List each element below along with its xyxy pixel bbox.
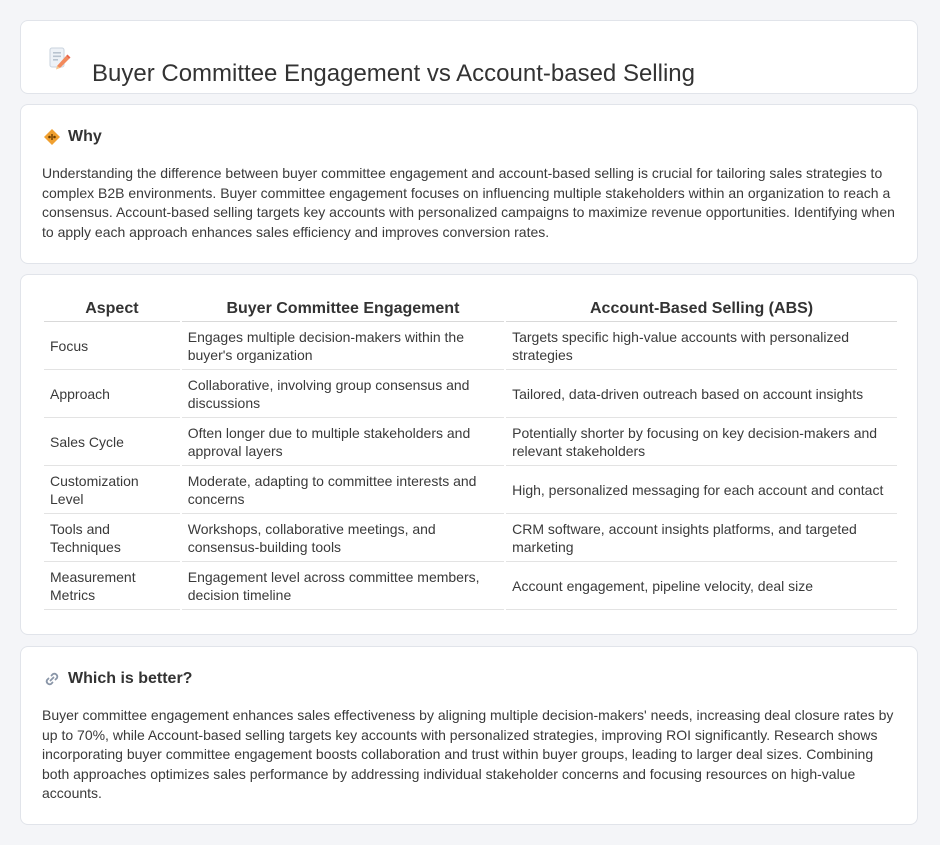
why-heading: Why	[68, 128, 102, 145]
aspect-cell: Focus	[44, 322, 180, 370]
table-row	[44, 322, 897, 370]
buyer-committee-cell: Engagement level across committee members, decision timeline	[182, 562, 504, 610]
table-row	[44, 370, 897, 418]
better-text: Buyer committee engagement enhances sales effectiveness by aligning multiple decision-makers' needs, increasing deal closure rates by up to 70%, while Account-based selling targets key accounts with personalized strategies, improving ROI significantly. Research shows incorporating buyer committee engagement boosts collaboration and trust within buyer groups, leading to larger deal sizes. Combining both approaches optimizes sales performance by addressing individual stakeholder concerns and focusing resources on high-value accounts.	[42, 707, 894, 801]
table-row	[44, 466, 897, 514]
table-row	[44, 562, 897, 610]
buyer-committee-cell: Often longer due to multiple stakeholders and approval layers	[182, 418, 504, 466]
comparison-table	[42, 295, 899, 610]
header-abs: Account-Based Selling (ABS)	[506, 295, 897, 322]
which-is-better-section	[20, 646, 918, 825]
abs-cell: High, personalized messaging for each account and contact	[506, 466, 897, 514]
abs-cell: Tailored, data-driven outreach based on account insights	[506, 370, 897, 418]
diamond-sign-icon	[43, 128, 61, 146]
table-header-row	[44, 295, 897, 322]
buyer-committee-cell: Engages multiple decision-makers within the buyer's organization	[182, 322, 504, 370]
better-heading-row	[43, 669, 192, 689]
table-row	[44, 514, 897, 562]
better-heading: Which is better?	[68, 670, 193, 687]
aspect-cell: Sales Cycle	[44, 418, 180, 466]
comparison-section	[20, 274, 918, 635]
abs-cell: Account engagement, pipeline velocity, deal size	[506, 562, 897, 610]
table-row	[44, 418, 897, 466]
abs-cell: Targets specific high-value accounts with personalized strategies	[506, 322, 897, 370]
abs-cell: Potentially shorter by focusing on key decision-makers and relevant stakeholders	[506, 418, 897, 466]
buyer-committee-cell: Collaborative, involving group consensus and discussions	[182, 370, 504, 418]
aspect-cell: Approach	[44, 370, 180, 418]
document-pencil-icon	[47, 46, 71, 70]
page-title: Buyer Committee Engagement vs Account-based Selling	[92, 60, 695, 88]
abs-cell: CRM software, account insights platforms, and targeted marketing	[506, 514, 897, 562]
link-icon	[43, 670, 61, 688]
header-aspect: Aspect	[44, 295, 180, 322]
title-card	[20, 20, 918, 94]
why-text: Understanding the difference between buyer committee engagement and account-based selling is crucial for tailoring sales strategies to complex B2B environments. Buyer committee engagement focuses on influencing multiple stakeholders within an organization to reach a consensus. Account-based selling targets key accounts with personalized campaigns to maximize revenue opportunities. Identifying when to apply each approach enhances sales efficiency and improves conversion rates.	[42, 165, 895, 240]
aspect-cell: Customization Level	[44, 466, 180, 514]
aspect-cell: Tools and Techniques	[44, 514, 180, 562]
why-heading-row	[43, 127, 102, 147]
why-section	[20, 104, 918, 264]
buyer-committee-cell: Workshops, collaborative meetings, and consensus-building tools	[182, 514, 504, 562]
header-buyer-committee: Buyer Committee Engagement	[182, 295, 504, 322]
aspect-cell: Measurement Metrics	[44, 562, 180, 610]
buyer-committee-cell: Moderate, adapting to committee interests and concerns	[182, 466, 504, 514]
